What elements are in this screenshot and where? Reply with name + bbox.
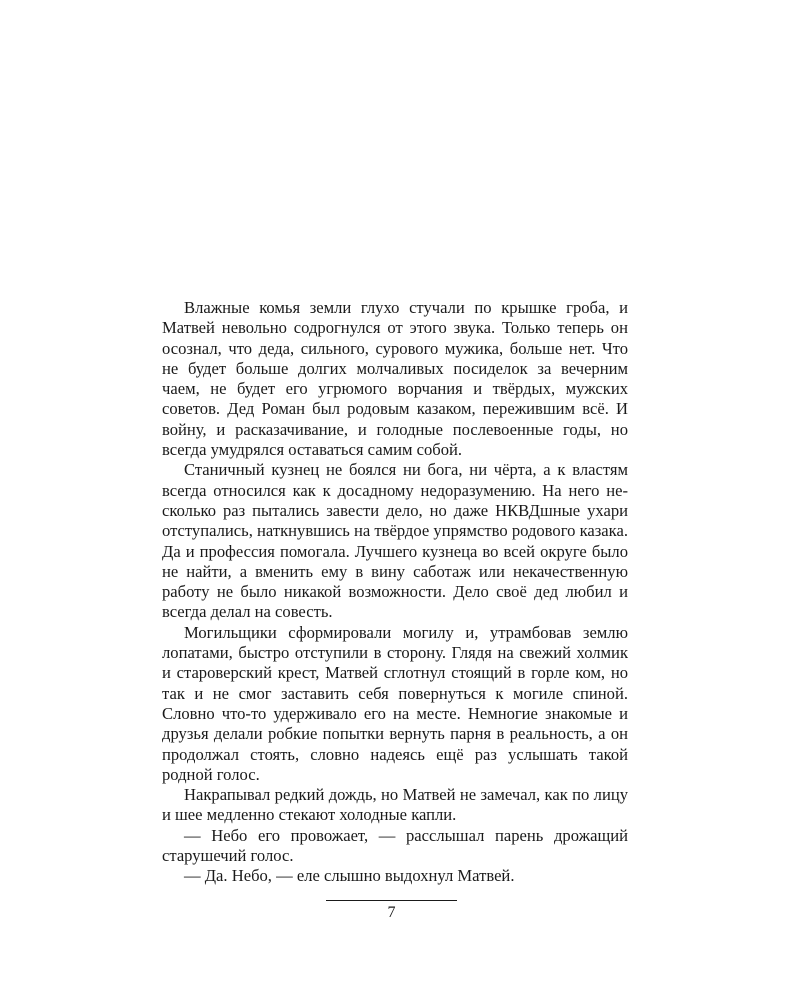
paragraph-1: Влажные комья земли глухо стучали по крышке гроба, и Матвей невольно содрогнулся от этого звука. Только теперь он осознал, что деда, сильного, сурового мужика, больше нет. Что не будет больше долгих молчаливых посиделок за вечерним чаем, не будет его угрюмого ворчания и твёрдых, мужских советов. Дед Роман был родовым казаком, пережившим всё. И войну, и расказачивание, и голодные послевоенные годы, но всегда умудрялся оставаться самим собой. (162, 298, 628, 460)
paragraph-5-dialogue: — Небо его провожает, — расслышал парень дрожащий старушечий голос. (162, 825, 628, 866)
paragraph-6-dialogue: — Да. Небо, — еле слышно выдохнул Матвей. (184, 866, 515, 886)
body-text (162, 298, 628, 887)
page-number: 7 (387, 904, 396, 921)
paragraph-4: Накрапывал редкий дождь, но Матвей не замечал, как по лицу и шее медленно стекают холодные капли. (162, 785, 628, 825)
footer-rule (326, 900, 457, 901)
paragraph-2: Станичный кузнец не боялся ни бога, ни чёрта, а к властям всегда относился как к досадному недоразумению. На него несколько раз пытались завести дело, но даже НКВДшные ухари отступались, наткнувшись на твёрдое упрямство родового казака. Да и профессия помогала. Лучшего кузнеца во всей округе было не найти, а вменить ему в вину саботаж или некачественную работу не было никакой возможности. Дело своё дед любил и всегда делал на совесть. (162, 460, 628, 622)
paragraph-3: Могильщики сформировали могилу и, утрамбовав землю лопатами, быстро отступили в сторону. Глядя на свежий холмик и староверский крест, Матвей сглотнул стоящий в горле ком, но так и не смог заставить себя повернуться к могиле спиной. Словно что-то удерживало его на месте. Немногие знакомые и друзья делали робкие попытки вернуть парня в реальность, а он продолжал стоять, словно надеясь ещё раз услышать такой родной голос. (162, 622, 628, 784)
